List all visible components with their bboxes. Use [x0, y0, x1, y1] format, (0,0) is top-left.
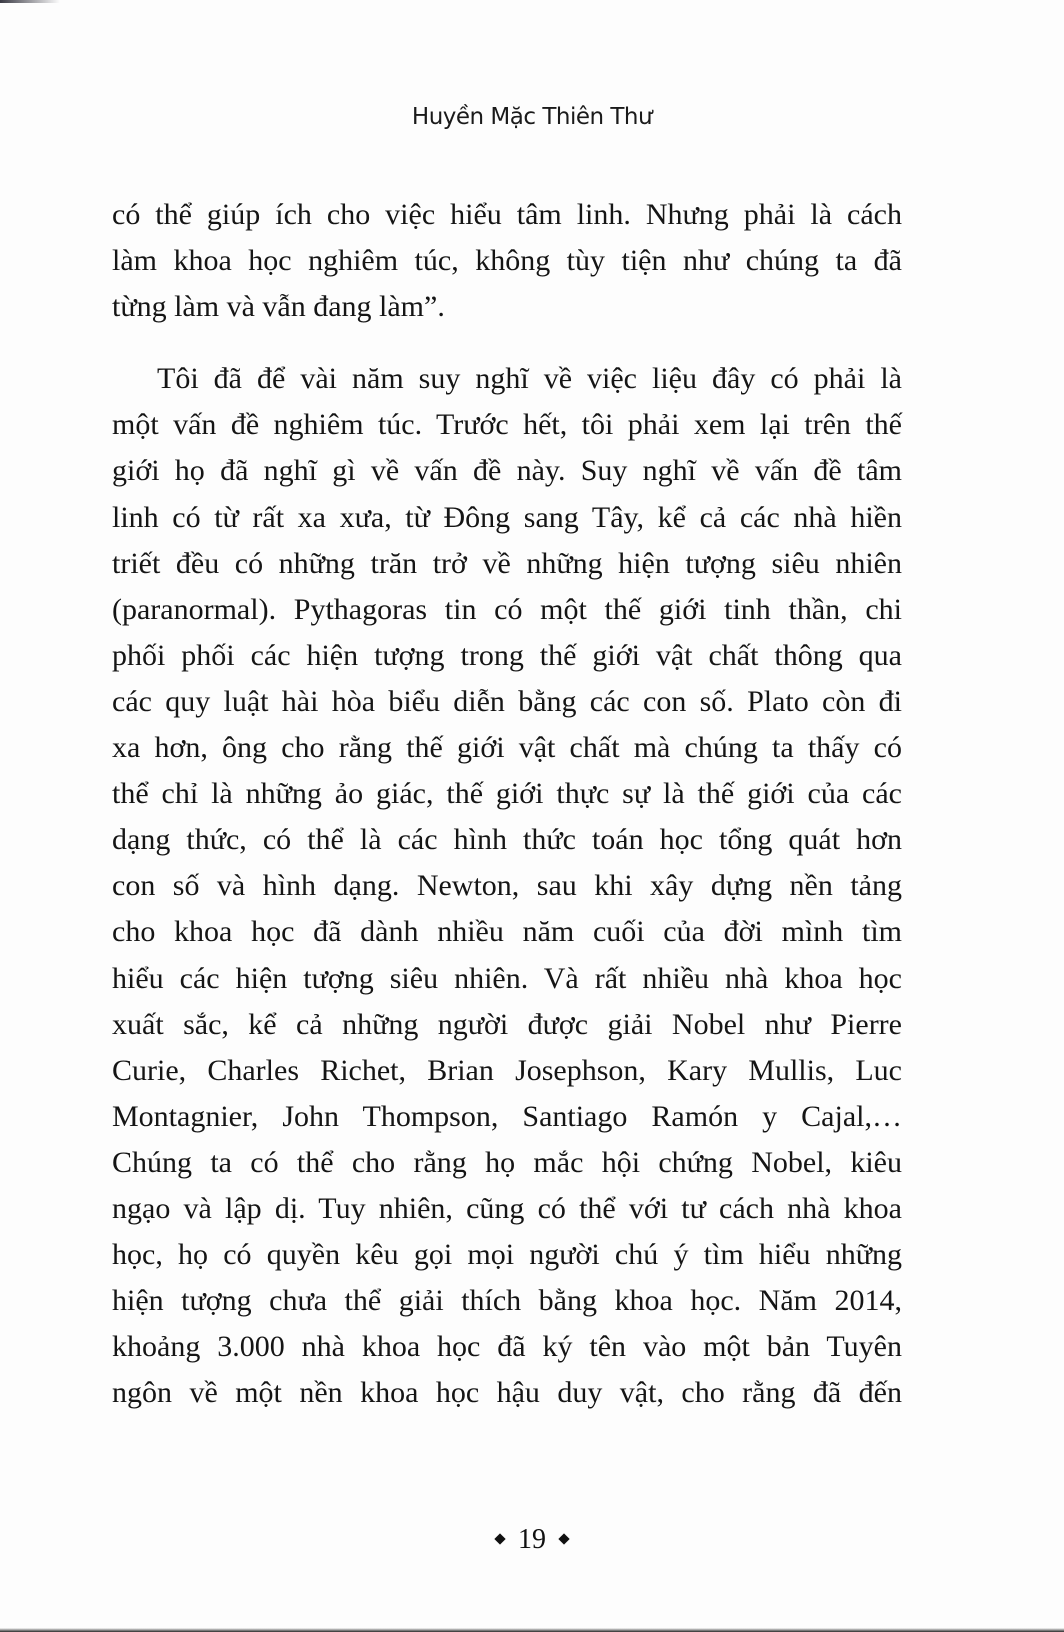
running-header-title: Huyền Mặc Thiên Thư: [411, 104, 653, 130]
text-line: Montagnier, John Thompson, Santiago Ramón y Cajal,…: [112, 1099, 902, 1133]
text-line: Chúng ta có thể cho rằng họ mắc hội chứng Nobel, kiêu: [112, 1145, 902, 1179]
text-line: linh có từ rất xa xưa, từ Đông sang Tây, kể cả các nhà hiền: [112, 500, 902, 534]
text-line: ngạo và lập dị. Tuy nhiên, cũng có thể với tư cách nhà khoa: [112, 1191, 902, 1225]
scan-edge-bottom: [0, 1628, 1064, 1632]
text-line: phối phối các hiện tượng trong thế giới vật chất thông qua: [112, 638, 902, 672]
text-line: có thể giúp ích cho việc hiểu tâm linh. Nhưng phải là cách: [112, 198, 902, 231]
text-line: giới họ đã nghĩ gì về vấn đề này. Suy nghĩ về vấn đề tâm: [112, 454, 902, 488]
text-line: thể chỉ là những ảo giác, thế giới thực sự là thế giới của các: [112, 777, 902, 811]
text-line: Curie, Charles Richet, Brian Josephson, Kary Mullis, Luc: [112, 1053, 902, 1087]
text-line: hiểu các hiện tượng siêu nhiên. Và rất nhiều nhà khoa học: [112, 961, 902, 995]
text-line: học, họ có quyền kêu gọi mọi người chú ý tìm hiểu những: [112, 1238, 902, 1272]
text-line: triết đều có những trăn trở về những hiện tượng siêu nhiên: [112, 546, 902, 580]
diamond-ornament-icon: [558, 1533, 569, 1544]
text-line: xa hơn, ông cho rằng thế giới vật chất mà chúng ta thấy có: [112, 731, 902, 765]
text-line: các quy luật hài hòa biểu diễn bằng các con số. Plato còn đi: [112, 684, 902, 718]
text-line: Tôi đã để vài năm suy nghĩ về việc liệu đây có phải là: [157, 362, 902, 396]
text-line: con số và hình dạng. Newton, sau khi xây dựng nền tảng: [112, 869, 902, 903]
scan-edge-top: [0, 0, 60, 3]
text-line: làm khoa học nghiêm túc, không tùy tiện như chúng ta đã: [112, 244, 902, 278]
page-number: 19: [518, 1524, 546, 1555]
text-line: xuất sắc, kể cả những người được giải Nobel như Pierre: [112, 1007, 902, 1041]
text-line: khoảng 3.000 nhà khoa học đã ký tên vào một bản Tuyên: [112, 1330, 902, 1364]
text-line: ngôn về một nền khoa học hậu duy vật, cho rằng đã đến: [112, 1376, 902, 1410]
text-line: hiện tượng chưa thể giải thích bằng khoa học. Năm 2014,: [112, 1284, 902, 1318]
diamond-ornament-icon: [494, 1533, 505, 1544]
text-line: (paranormal). Pythagoras tin có một thế giới tinh thần, chi: [112, 592, 902, 626]
paragraph-gap: [112, 330, 902, 356]
text-line: từng làm và vẫn đang làm”.: [112, 290, 445, 324]
body-text: [112, 192, 902, 1416]
text-line: dạng thức, có thể là các hình thức toán học tổng quát hơn: [112, 823, 902, 857]
text-line: cho khoa học đã dành nhiều năm cuối của đời mình tìm: [112, 915, 902, 949]
page-footer: [0, 1524, 1064, 1556]
text-line: một vấn đề nghiêm túc. Trước hết, tôi phải xem lại trên thế: [112, 408, 902, 442]
